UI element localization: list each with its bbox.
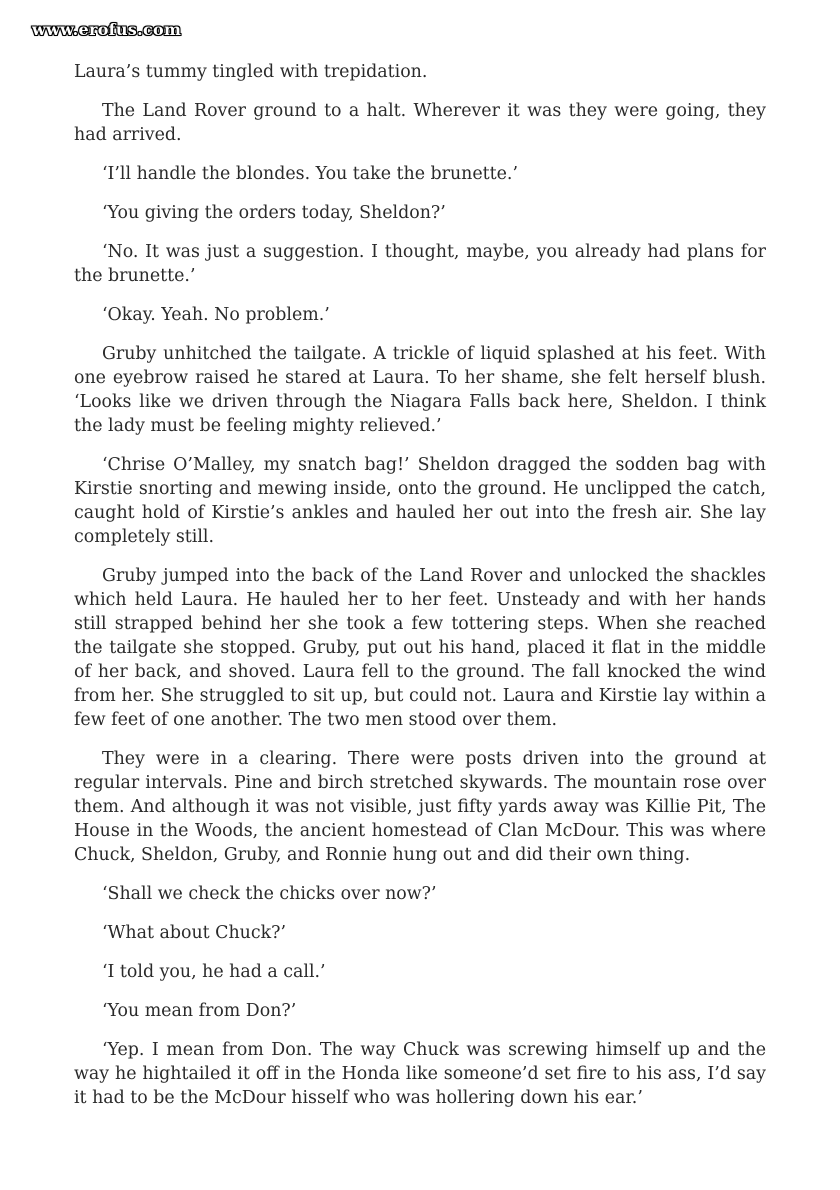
watermark-text: www.erofus.com xyxy=(32,20,182,39)
paragraph: ‘Yep. I mean from Don. The way Chuck was screwing himself up and the way he hightailed it off in the Honda like someone’d set fire to his ass, I’d say it had to be the McDour hisself who was hollering down his ear.’ xyxy=(74,1040,766,1108)
page-body xyxy=(74,60,766,1125)
paragraph: ‘Okay. Yeah. No problem.’ xyxy=(102,305,330,325)
paragraph: The Land Rover ground to a halt. Wherever it was they were going, they had arrived. xyxy=(74,101,766,145)
paragraph: Gruby unhitched the tailgate. A trickle of liquid splashed at his feet. With one eyebrow raised he stared at Laura. To her shame, she felt herself blush. ‘Looks like we driven through the Niagara Falls back here, Sheldon. I think the lady must be feeling mighty relieved.’ xyxy=(74,344,766,436)
paragraph: ‘You mean from Don?’ xyxy=(102,1001,297,1021)
paragraph: Laura’s tummy tingled with trepidation. xyxy=(74,62,428,82)
paragraph: ‘No. It was just a suggestion. I thought, maybe, you already had plans for the brunette.’ xyxy=(74,242,766,286)
paragraph: ‘What about Chuck?’ xyxy=(102,923,287,943)
paragraph: ‘You giving the orders today, Sheldon?’ xyxy=(102,203,446,223)
paragraph: ‘Shall we check the chicks over now?’ xyxy=(102,884,437,904)
paragraph: ‘I told you, he had a call.’ xyxy=(102,962,326,982)
paragraph: Gruby jumped into the back of the Land Rover and unlocked the shackles which held Laura. He hauled her to her feet. Unsteady and with her hands still strapped behind her she took a few tottering steps. When she reached the tailgate she stopped. Gruby, put out his hand, placed it flat in the middle of her back, and shoved. Laura fell to the ground. The fall knocked the wind from her. She struggled to sit up, but could not. Laura and Kirstie lay within a few feet of one another. The two men stood over them. xyxy=(74,566,766,730)
paragraph: ‘I’ll handle the blondes. You take the brunette.’ xyxy=(102,164,518,184)
paragraph: ‘Chrise O’Malley, my snatch bag!’ Sheldon dragged the sodden bag with Kirstie snorting and mewing inside, onto the ground. He unclipped the catch, caught hold of Kirstie’s ankles and hauled her out into the fresh air. She lay completely still. xyxy=(74,455,766,547)
paragraph: They were in a clearing. There were posts driven into the ground at regular intervals. Pine and birch stretched skywards. The mountain rose over them. And although it was not visible, just fifty yards away was Killie Pit, The House in the Woods, the ancient homestead of Clan McDour. This was where Chuck, Sheldon, Gruby, and Ronnie hung out and did their own thing. xyxy=(74,749,766,865)
